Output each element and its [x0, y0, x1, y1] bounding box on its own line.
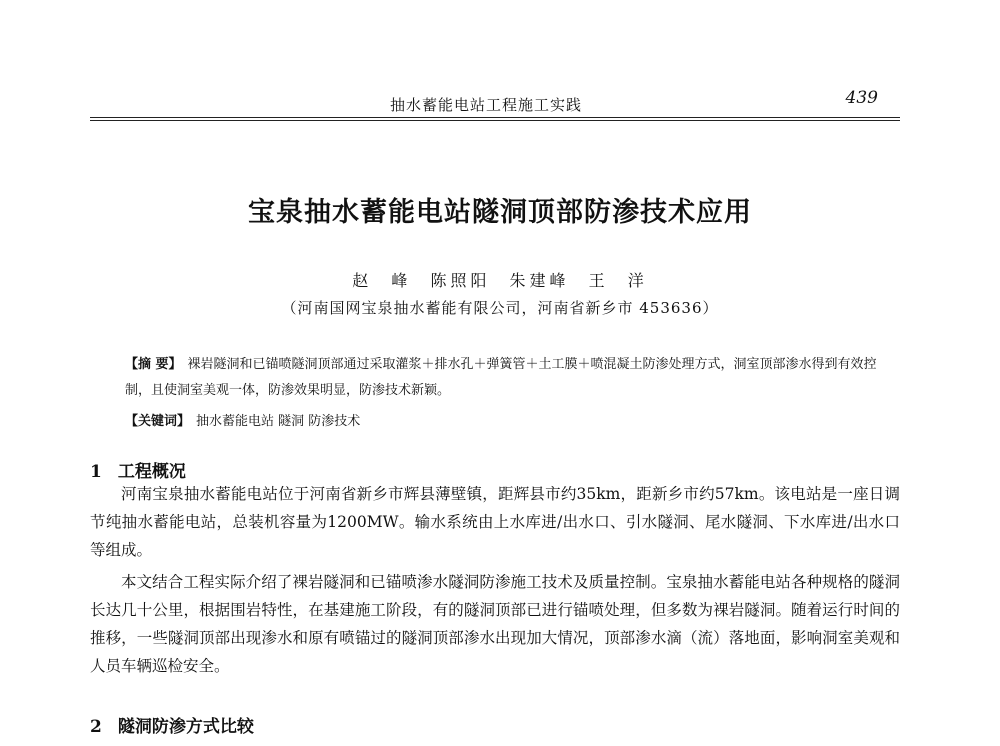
author-list: 赵 峰 陈照阳 朱建峰 王 洋: [352, 271, 648, 290]
header-rule: [90, 117, 900, 118]
body-paragraph: 本文结合工程实际介绍了裸岩隧洞和已锚喷渗水隧洞防渗施工技术及质量控制。宝泉抽水蓄能电站各种规格的隧洞长达几十公里，根据围岩特性，在基建施工阶段，有的隧洞顶部已进行锚喷处理，但多数为裸岩隧洞。随着运行时间的推移，一些隧洞顶部出现渗水和原有喷锚过的隧洞顶部渗水出现加大情况，顶部渗水滴（流）落地面，影响洞室美观和人员车辆巡检安全。: [90, 573, 900, 675]
section-heading: [90, 712, 254, 737]
running-title: 抽水蓄能电站工程施工实践: [390, 96, 583, 114]
body-paragraph: 河南宝泉抽水蓄能电站位于河南省新乡市辉县薄壁镇，距辉县市约35km，距新乡市约57km。该电站是一座日调节纯抽水蓄能电站，总装机容量为1200MW。输水系统由上水库进/出水口、引水隧洞、尾水隧洞、下水库进/出水口等组成。: [90, 485, 900, 559]
abstract: [125, 352, 885, 404]
section-heading: [90, 457, 186, 482]
keywords-label: 【关键词】: [125, 414, 191, 429]
section-title: 隧洞防渗方式比较: [117, 717, 254, 737]
section-number: 2: [90, 717, 102, 737]
keywords: [125, 410, 360, 429]
abstract-label: 【摘 要】: [125, 357, 182, 372]
affiliation: （河南国网宝泉抽水蓄能有限公司，河南省新乡市 453636）: [281, 299, 719, 317]
keywords-text: 抽水蓄能电站 隧洞 防渗技术: [196, 414, 361, 429]
section-title: 工程概况: [117, 462, 186, 482]
abstract-text: 裸岩隧洞和已锚喷隧洞顶部通过采取灌浆＋排水孔＋弹簧管＋土工膜＋喷混凝土防渗处理方式，洞室顶部渗水得到有效控制，且使洞室美观一体，防渗效果明显，防渗技术新颖。: [125, 357, 877, 398]
section-number: 1: [90, 462, 102, 482]
header-rule: [90, 120, 900, 121]
page-header: [90, 88, 900, 118]
page-number: 439: [845, 88, 878, 108]
article-title: 宝泉抽水蓄能电站隧洞顶部防渗技术应用: [248, 197, 752, 228]
